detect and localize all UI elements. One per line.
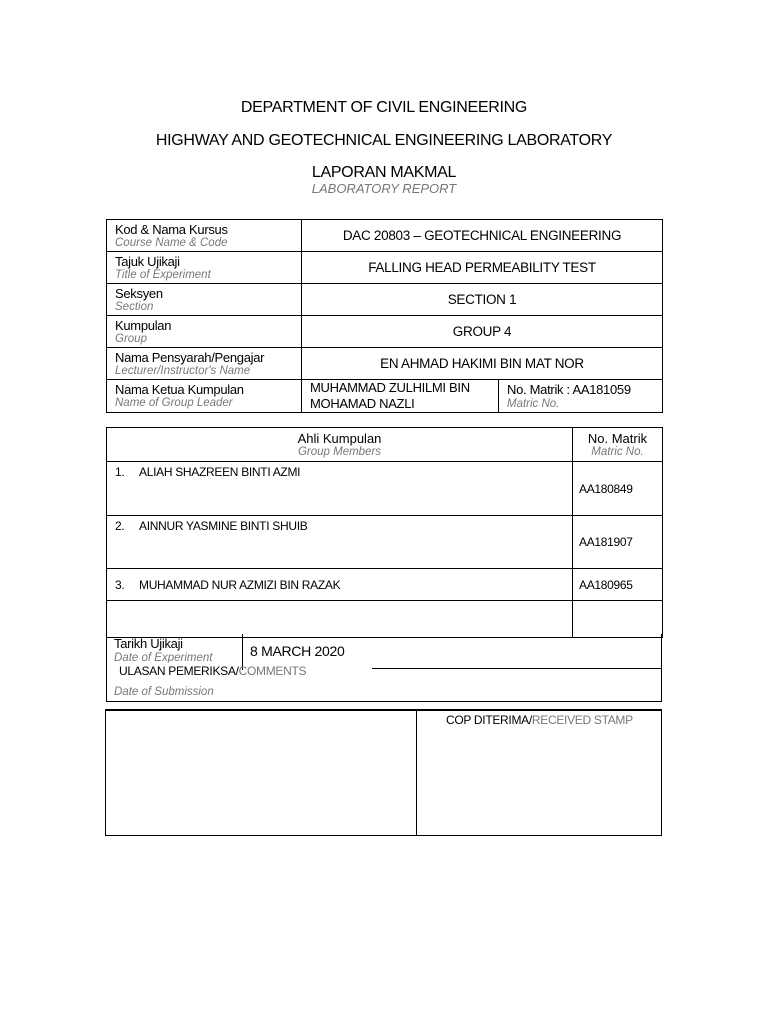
member-name: ALIAH SHAZREEN BINTI AZMI <box>139 465 301 479</box>
section-row <box>107 284 663 316</box>
leader-matric-cell <box>499 380 663 413</box>
leader-matric: No. Matrik : AA181059 <box>507 381 631 397</box>
lecturer-label-cell <box>107 348 302 380</box>
laboratory-title: HIGHWAY AND GEOTECHNICAL ENGINEERING LABORATORY <box>155 132 613 149</box>
report-title-en: LABORATORY REPORT <box>311 181 457 196</box>
member-name-cell-empty <box>107 601 573 638</box>
title-label: Tajuk Ujikaji <box>115 253 180 269</box>
group-label-en: Group <box>115 332 147 345</box>
course-value: DAC 20803 – GEOTECHNICAL ENGINEERING <box>302 220 663 252</box>
group-value: GROUP 4 <box>302 316 663 348</box>
member-name-cell <box>107 516 573 569</box>
leader-label-en: Name of Group Leader <box>115 397 233 409</box>
comments-label: ULASAN PEMERIKSA/ <box>119 664 239 678</box>
lecturer-label-en: Lecturer/Instructor's Name <box>115 364 251 377</box>
section-label: Seksyen <box>115 285 163 301</box>
department-title: DEPARTMENT OF CIVIL ENGINEERING <box>240 99 528 116</box>
leader-name-cell <box>302 380 499 413</box>
leader-matric-en: Matric No. <box>507 397 560 410</box>
course-info-table <box>106 219 663 413</box>
stamp-label-en: RECEIVED STAMP <box>531 713 633 727</box>
stamp-divider <box>416 709 417 836</box>
leader-name-line1: MUHAMMAD ZULHILMI BIN <box>310 380 470 395</box>
member-row <box>107 516 663 569</box>
member-number: 1. <box>115 465 125 479</box>
members-header-row <box>107 428 663 462</box>
date-row-line <box>372 668 662 669</box>
course-row <box>107 220 663 252</box>
matric-header-cell <box>573 428 663 462</box>
group-label: Kumpulan <box>115 317 172 333</box>
report-title: LAPORAN MAKMAL <box>311 164 457 181</box>
member-matric: AA180849 <box>573 462 663 516</box>
lecturer-row <box>107 348 663 380</box>
member-name-cell <box>107 462 573 516</box>
leader-row <box>107 380 663 413</box>
member-name: MUHAMMAD NUR AZMIZI BIN RAZAK <box>139 577 341 592</box>
date-value: 8 MARCH 2020 <box>250 643 345 659</box>
title-label-en: Title of Experiment <box>115 268 211 281</box>
title-row <box>107 252 663 284</box>
member-matric: AA180965 <box>573 569 663 601</box>
leader-name-line2: MOHAMAD NAZLI <box>310 396 415 411</box>
section-label-cell <box>107 284 302 316</box>
stamp-label: COP DITERIMA/ <box>446 713 532 727</box>
member-row <box>107 462 663 516</box>
group-members-table <box>106 427 663 638</box>
leader-label: Nama Ketua Kumpulan <box>115 382 244 397</box>
member-matric-cell-empty <box>573 601 663 638</box>
course-label-cell <box>107 220 302 252</box>
comments-label-en: COMMENTS <box>238 664 307 678</box>
title-label-cell <box>107 252 302 284</box>
member-number: 3. <box>115 577 125 592</box>
member-name-cell <box>107 569 573 601</box>
lecturer-value: EN AHMAD HAKIMI BIN MAT NOR <box>302 348 663 380</box>
date-label-en: Date of Experiment <box>114 652 213 663</box>
member-number: 2. <box>115 519 125 533</box>
matric-header-label: No. Matrik <box>587 431 648 446</box>
date-label: Tarikh Ujikaji <box>114 636 183 651</box>
member-row <box>107 569 663 601</box>
member-row-empty <box>107 601 663 638</box>
group-row <box>107 316 663 348</box>
section-value: SECTION 1 <box>302 284 663 316</box>
matric-header-label-en: Matric No. <box>591 446 644 458</box>
submission-label-en: Date of Submission <box>114 686 214 698</box>
members-header-label: Ahli Kumpulan <box>297 431 382 446</box>
stamp-section <box>105 709 662 836</box>
course-label-en: Course Name & Code <box>115 236 228 249</box>
lecturer-label: Nama Pensyarah/Pengajar <box>115 349 265 365</box>
member-matric: AA181907 <box>573 516 663 569</box>
leader-label-cell <box>107 380 302 413</box>
members-header-cell <box>107 428 573 462</box>
members-header-label-en: Group Members <box>297 446 382 458</box>
group-label-cell <box>107 316 302 348</box>
member-name: AINNUR YASMINE BINTI SHUIB <box>139 519 308 533</box>
title-value: FALLING HEAD PERMEABILITY TEST <box>302 252 663 284</box>
section-label-en: Section <box>115 300 154 313</box>
course-label: Kod & Nama Kursus <box>115 221 228 237</box>
